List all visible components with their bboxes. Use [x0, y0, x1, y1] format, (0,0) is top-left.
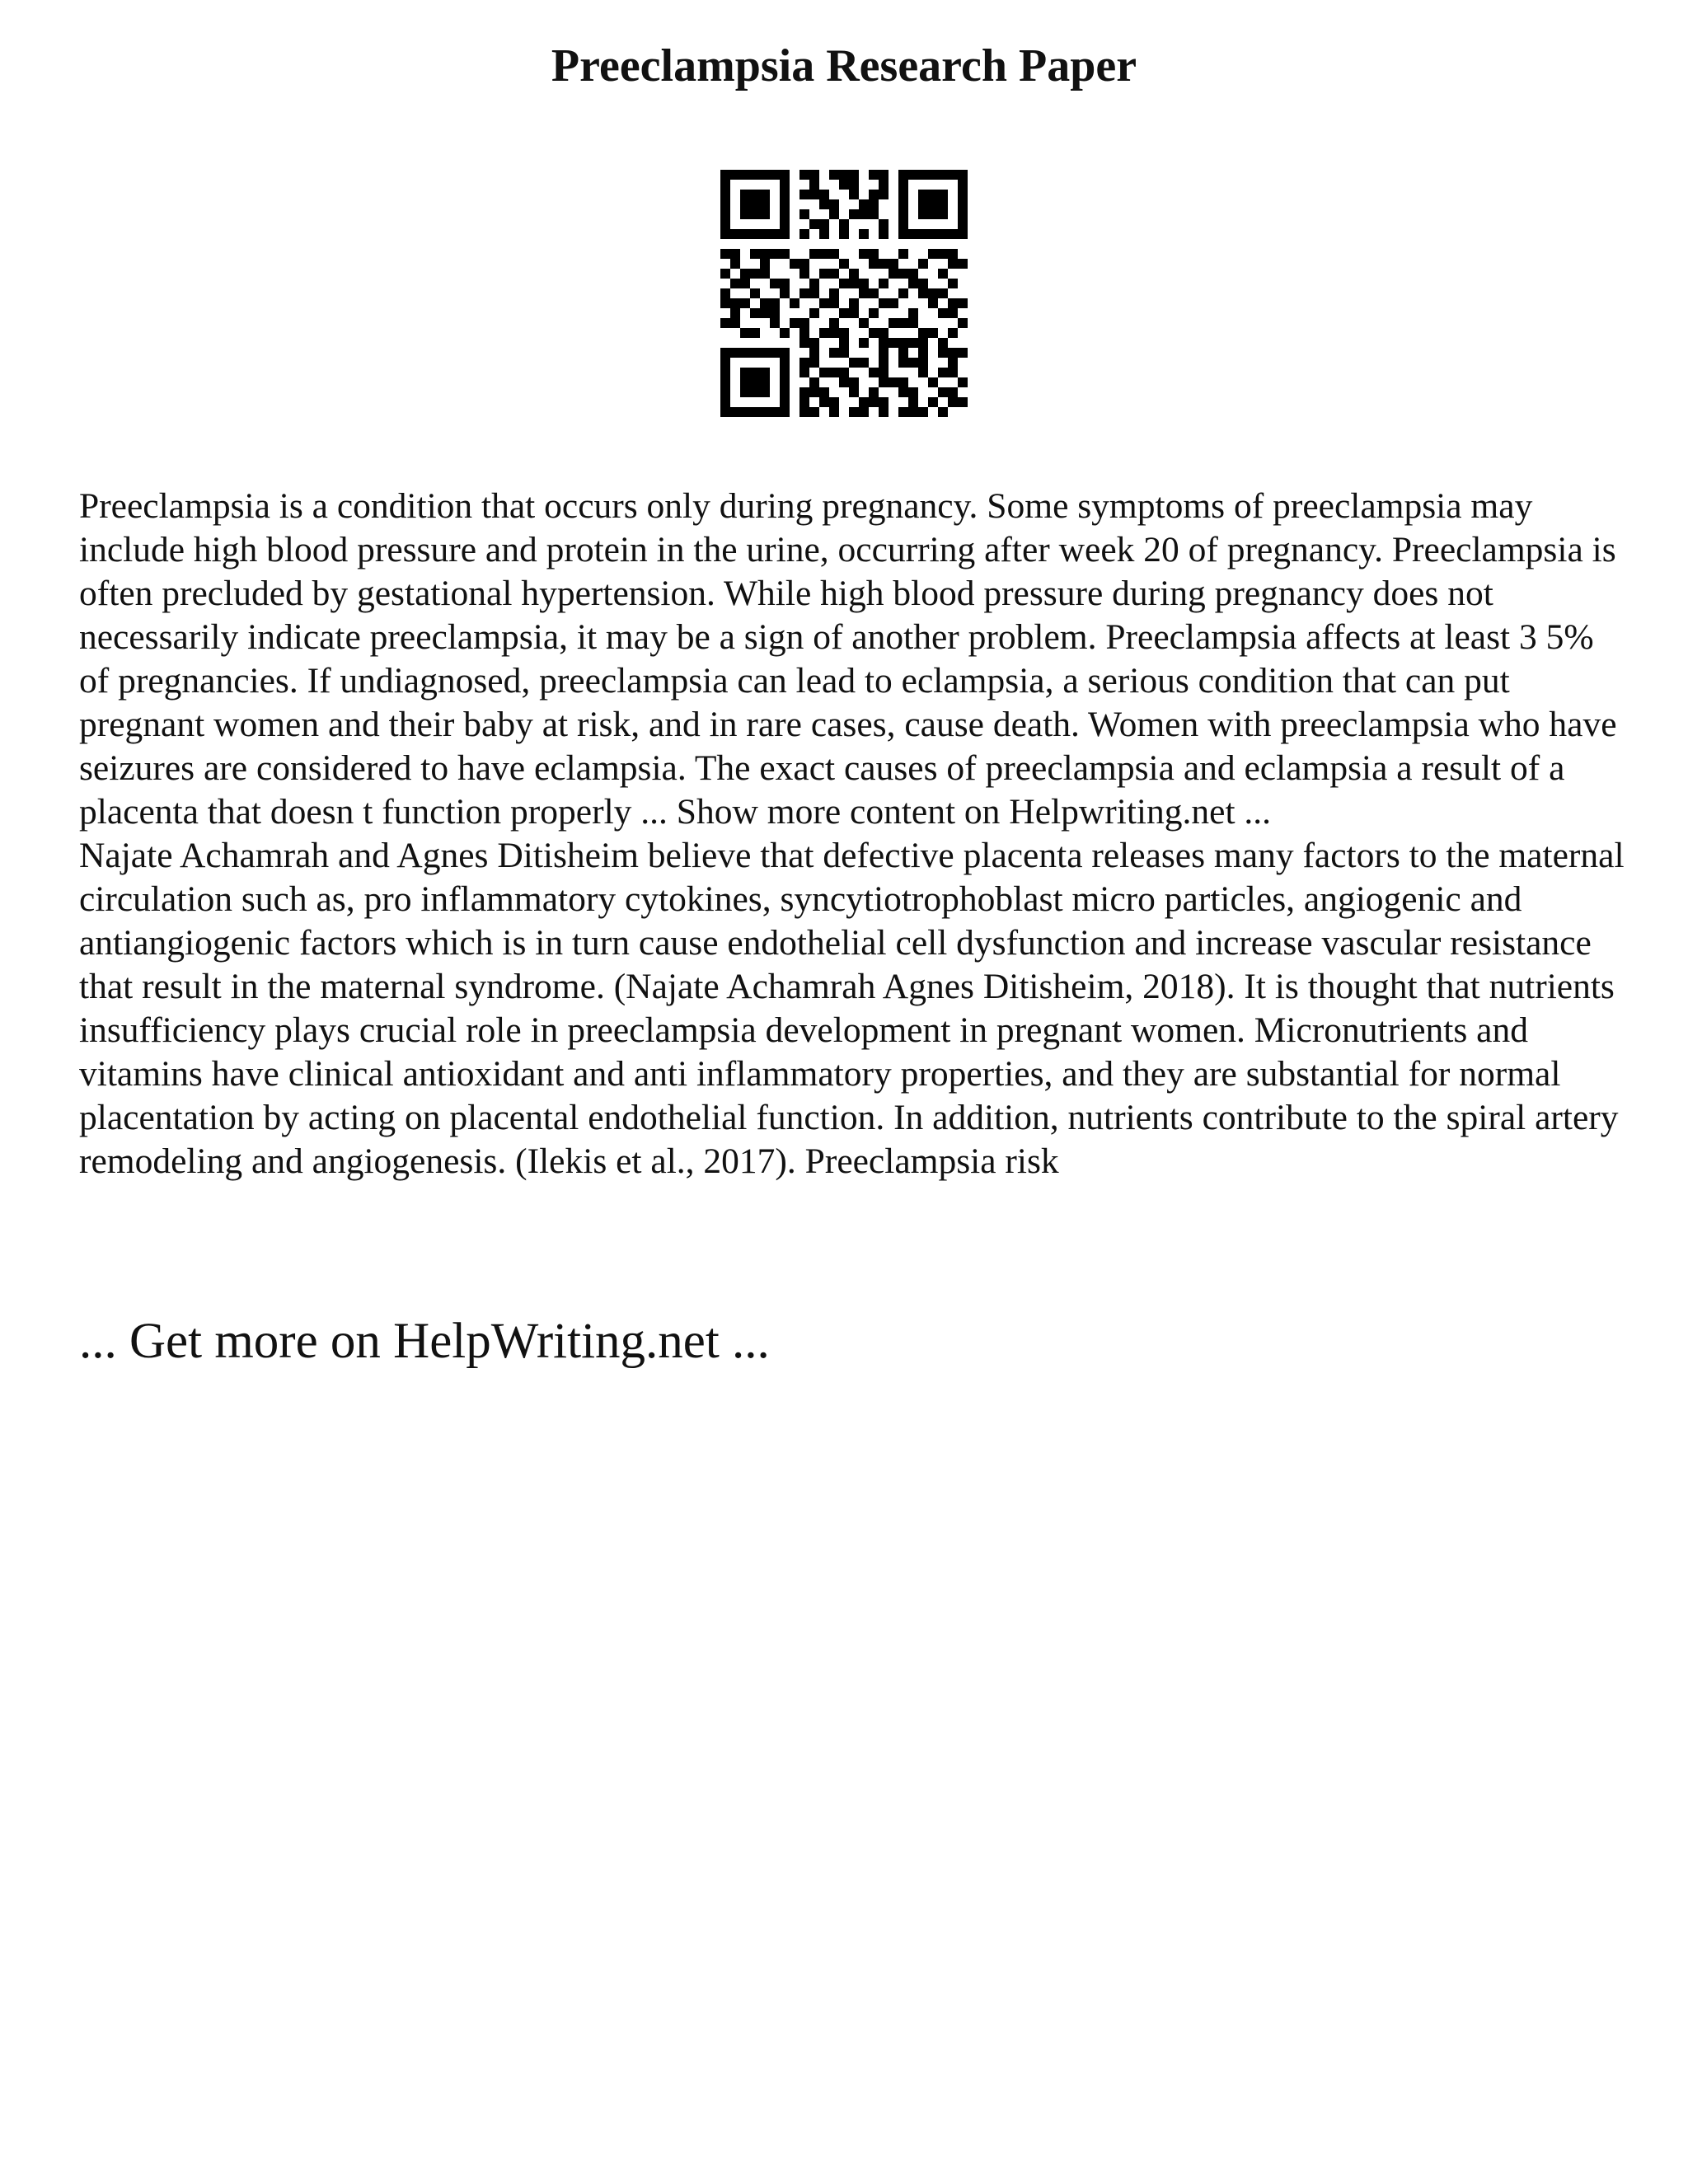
article-body	[79, 485, 1629, 1183]
qr-code-icon	[720, 170, 968, 417]
get-more-link[interactable]: ... Get more on HelpWriting.net ...	[79, 1314, 770, 1369]
paragraph-1: Preeclampsia is a condition that occurs only during pregnancy. Some symptoms of preeclampsia may include high blood pressure and protein in the urine, occurring after week 20 of pregnancy. Preeclampsia is often precluded by gestational hypertension. While high blood pressure during pregnancy does not necessarily indicate preeclampsia, it may be a sign of another problem. Preeclampsia affects at least 3 5% of pregnancies. If undiagnosed, preeclampsia can lead to eclampsia, a serious condition that can put pregnant women and their baby at risk, and in rare cases, cause death. Women with preeclampsia who have seizures are considered to have eclampsia. The exact causes of preeclampsia and eclampsia a result of a placenta that doesn t function properly ... Show more content on Helpwriting.net ...	[79, 486, 1617, 832]
paragraph-2: Najate Achamrah and Agnes Ditisheim believe that defective placenta releases many factors to the maternal circulation such as, pro inflammatory cytokines, syncytiotrophoblast micro particles, angiogenic and antiangiogenic factors which is in turn cause endothelial cell dysfunction and increase vascular resistance that result in the maternal syndrome. (Najate Achamrah Agnes Ditisheim, 2018). It is thought that nutrients insufficiency plays crucial role in preeclampsia development in pregnant women. Micronutrients and vitamins have clinical antioxidant and anti inflammatory properties, and they are substantial for normal placentation by acting on placental endothelial function. In addition, nutrients contribute to the spiral artery remodeling and angiogenesis. (Ilekis et al., 2017). Preeclampsia risk	[79, 836, 1625, 1181]
page-title: Preeclampsia Research Paper	[551, 40, 1137, 91]
